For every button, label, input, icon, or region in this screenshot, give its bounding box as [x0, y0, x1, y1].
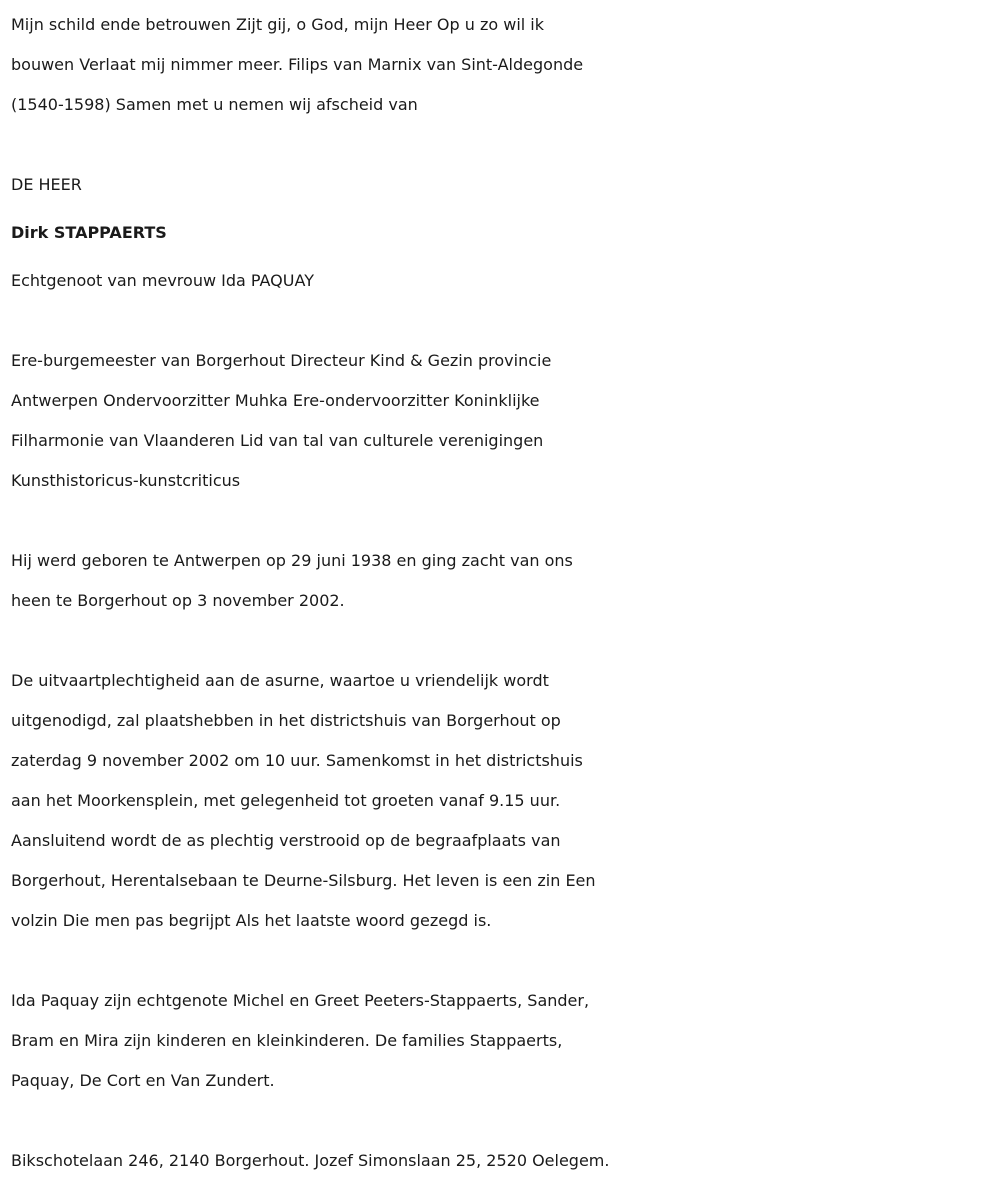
spouse-line: Echtgenoot van mevrouw Ida PAQUAY	[11, 271, 314, 290]
text-line: bouwen Verlaat mij nimmer meer. Filips van Marnix van Sint-Aldegonde	[11, 55, 584, 74]
text-line: Borgerhout, Herentalsebaan te Deurne-Silsburg. Het leven is een zin Een	[11, 871, 596, 890]
text-line: heen te Borgerhout op 3 november 2002.	[11, 591, 345, 610]
text-line: Antwerpen Ondervoorzitter Muhka Ere-ondervoorzitter Koninklijke	[11, 391, 540, 410]
text-line: uitgenodigd, zal plaatshebben in het districtshuis van Borgerhout op	[11, 711, 561, 730]
spacer	[11, 501, 993, 541]
text-line: aan het Moorkensplein, met gelegenheid tot groeten vanaf 9.15 uur.	[11, 791, 561, 810]
text-line: Kunsthistoricus-kunstcriticus	[11, 471, 241, 490]
text-line: Mijn schild ende betrouwen Zijt gij, o God, mijn Heer Op u zo wil ik	[11, 15, 544, 34]
ceremony-paragraph	[11, 661, 993, 941]
deceased-name: Dirk STAPPAERTS	[11, 223, 167, 242]
family-paragraph	[11, 981, 993, 1101]
obituary-notice	[11, 5, 993, 1181]
spacer	[11, 1101, 993, 1141]
titles-paragraph	[11, 341, 993, 501]
spacer	[11, 941, 993, 981]
text-line: Ida Paquay zijn echtgenote Michel en Greet Peeters-Stappaerts, Sander,	[11, 991, 590, 1010]
spacer	[11, 621, 993, 661]
birth-death-paragraph	[11, 541, 993, 621]
text-line: Filharmonie van Vlaanderen Lid van tal van culturele verenigingen	[11, 431, 544, 450]
addresses-line: Bikschotelaan 246, 2140 Borgerhout. Jozef Simonslaan 25, 2520 Oelegem.	[11, 1151, 610, 1170]
text-line: Bram en Mira zijn kinderen en kleinkinderen. De families Stappaerts,	[11, 1031, 563, 1050]
intro-verse	[11, 5, 993, 125]
spacer	[11, 301, 993, 341]
text-line: Aansluitend wordt de as plechtig verstrooid op de begraafplaats van	[11, 831, 561, 850]
text-line: De uitvaartplechtigheid aan de asurne, waartoe u vriendelijk wordt	[11, 671, 549, 690]
spacer	[11, 125, 993, 165]
text-line: volzin Die men pas begrijpt Als het laatste woord gezegd is.	[11, 911, 492, 930]
text-line: Ere-burgemeester van Borgerhout Directeur Kind & Gezin provincie	[11, 351, 552, 370]
honorific: DE HEER	[11, 175, 82, 194]
text-line: Paquay, De Cort en Van Zundert.	[11, 1071, 275, 1090]
text-line: zaterdag 9 november 2002 om 10 uur. Samenkomst in het districtshuis	[11, 751, 583, 770]
text-line: (1540-1598) Samen met u nemen wij afscheid van	[11, 95, 418, 114]
text-line: Hij werd geboren te Antwerpen op 29 juni 1938 en ging zacht van ons	[11, 551, 573, 570]
